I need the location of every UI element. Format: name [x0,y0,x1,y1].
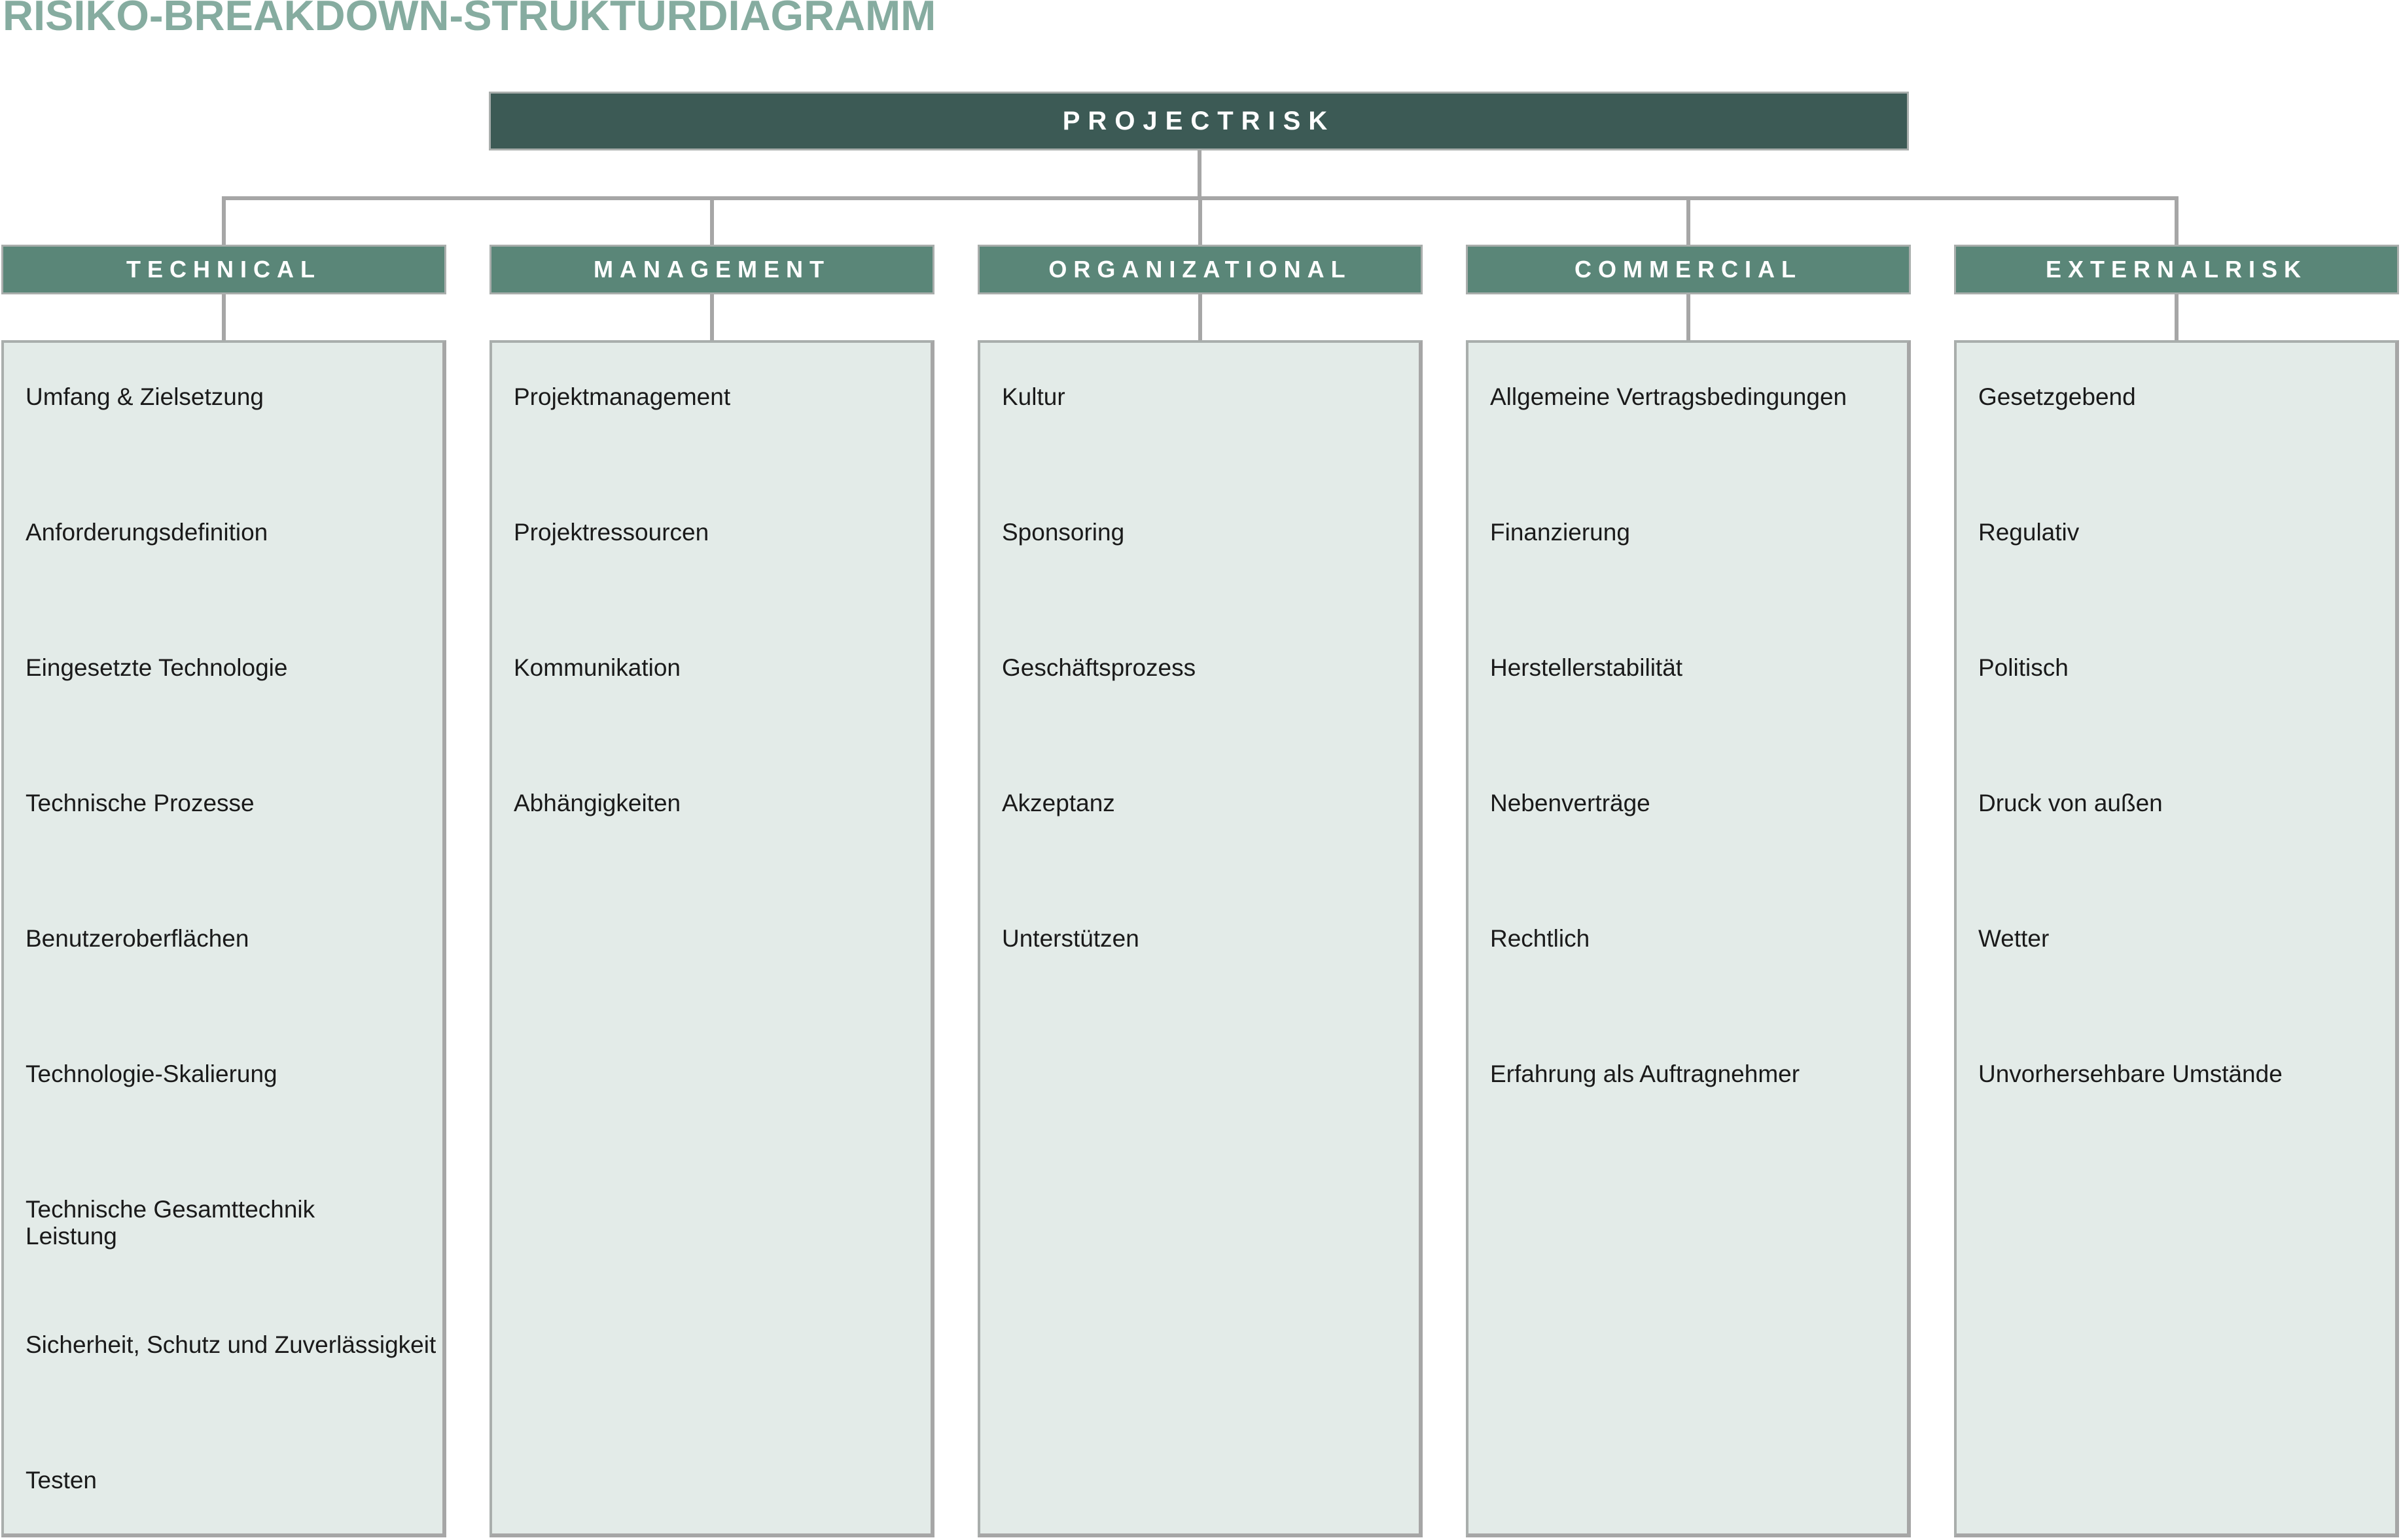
category-label: TECHNICAL [126,256,321,283]
category-items-connector [1686,294,1690,340]
category-technical [1,245,446,294]
risk-item: Projektressourcen [514,519,709,546]
risk-list-management [489,340,934,1537]
risk-item: Gesetzgebend [1978,383,2136,410]
risk-item: Sicherheit, Schutz und Zuverlässigkeit [26,1331,436,1358]
category-items-connector [2175,294,2179,340]
risk-item: Technologie-Skalierung [26,1060,277,1087]
root-connector [1198,150,1201,196]
category-commercial [1466,245,1911,294]
risk-item: Sponsoring [1002,519,1125,546]
risk-item: Wetter [1978,925,2050,952]
category-items-connector [1198,294,1202,340]
root-node-label: PROJECTRISK [1062,106,1336,135]
category-externalrisk [1954,245,2399,294]
risk-item: Akzeptanz [1002,790,1115,816]
risk-item: Unterstützen [1002,925,1139,952]
category-drop-connector [710,196,714,245]
risk-item: Kultur [1002,383,1065,410]
risk-item: Umfang & Zielsetzung [26,383,264,410]
risk-item: Projektmanagement [514,383,731,410]
risk-item: Unvorhersehbare Umstände [1978,1060,2283,1087]
category-drop-connector [1198,196,1202,245]
page-title: RISIKO-BREAKDOWN-STRUKTURDIAGRAMM [3,0,936,39]
category-drop-connector [2175,196,2179,245]
risk-item: Eingesetzte Technologie [26,654,288,681]
category-management [489,245,934,294]
category-organizational [978,245,1423,294]
risk-list-externalrisk [1954,340,2399,1537]
risk-item: Technische Prozesse [26,790,255,816]
risk-item: Technische Gesamttechnik Leistung [26,1196,315,1250]
category-label: EXTERNALRISK [2045,256,2308,283]
root-node-projectrisk [489,92,1909,150]
category-label: ORGANIZATIONAL [1048,256,1352,283]
risk-item: Geschäftsprozess [1002,654,1196,681]
risk-item: Kommunikation [514,654,681,681]
risk-item: Regulativ [1978,519,2080,546]
risk-item: Allgemeine Vertragsbedingungen [1490,383,1847,410]
risk-item: Politisch [1978,654,2069,681]
risk-list-commercial [1466,340,1911,1537]
risk-item: Druck von außen [1978,790,2163,816]
category-drop-connector [1686,196,1690,245]
risk-item: Rechtlich [1490,925,1590,952]
risk-item: Abhängigkeiten [514,790,681,816]
risk-item: Benutzeroberflächen [26,925,249,952]
category-items-connector [710,294,714,340]
risk-item: Anforderungsdefinition [26,519,268,546]
risk-list-technical [1,340,446,1537]
category-label: MANAGEMENT [594,256,830,283]
category-drop-connector [222,196,226,245]
risk-item: Herstellerstabilität [1490,654,1683,681]
risk-item: Nebenverträge [1490,790,1650,816]
risk-item: Testen [26,1467,98,1494]
risk-item: Finanzierung [1490,519,1630,546]
risk-list-organizational [978,340,1423,1537]
risk-item: Erfahrung als Auftragnehmer [1490,1060,1800,1087]
category-label: COMMERCIAL [1574,256,1802,283]
category-items-connector [222,294,226,340]
